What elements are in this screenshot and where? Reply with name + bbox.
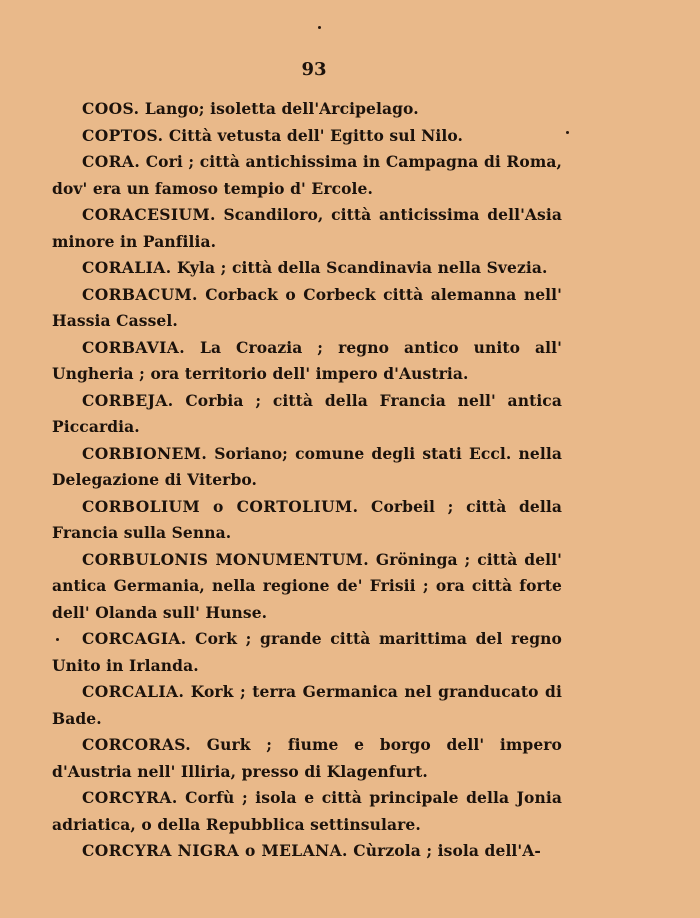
entry-term: CORALIA. — [82, 258, 172, 277]
entry-text: Cork ; grande città marittima del regno Unito in Irlanda. — [52, 629, 562, 675]
entry-term: CORBULONIS MONUMENTUM. — [82, 549, 369, 569]
entry-term: CORCAGIA. — [82, 629, 187, 648]
entry-coos — [52, 96, 562, 123]
entry-term: CORA. — [82, 152, 141, 171]
page-number: 93 — [301, 59, 327, 80]
entry-text: Kork ; terra Germanica nel granducato di Bade. — [52, 682, 562, 728]
entry-text: Corbia ; città della Francia nell' antica Piccardia. — [52, 390, 562, 436]
entry-term: CORBOLIUM o CORTOLIUM. — [82, 496, 359, 516]
entry-text: Kyla ; città della Scandinavia nella Svezia. — [171, 258, 548, 277]
entry-corbulonis-monumentum — [52, 547, 562, 627]
entry-corcoras — [52, 732, 562, 785]
entry-corcyra-nigra — [52, 838, 562, 865]
entry-text: Corback o Corbeck città alemanna nell' Hassia Cassel. — [52, 284, 562, 330]
ink-speck — [56, 638, 59, 641]
entry-term: COOS. — [82, 99, 140, 118]
ink-speck — [566, 131, 569, 134]
entry-term: COPTOS. — [82, 125, 164, 145]
entry-term: CORBIONEM. — [82, 443, 208, 463]
entry-corcagia — [52, 626, 562, 679]
entry-text: Corfù ; isola e città principale della Jonia adriatica, o della Repubblica settinsulare. — [52, 788, 562, 834]
entry-corbavia — [52, 335, 562, 388]
entry-term: CORCALIA. — [82, 682, 185, 701]
entry-text: Cori ; città antichissima in Campagna di Roma, dov' era un famoso tempio d' Ercole. — [52, 152, 562, 198]
entry-corbolium — [52, 494, 562, 547]
entry-term: CORBAVIA. — [82, 337, 186, 357]
entry-corbeja — [52, 388, 562, 441]
entry-corcyra — [52, 785, 562, 838]
entry-text: Lango; isoletta dell'Arcipelago. — [139, 99, 419, 118]
entry-text: Gurk ; fiume e borgo dell' impero d'Austria nell' Illiria, presso di Klagenfurt. — [52, 735, 562, 781]
entry-text: Città vetusta dell' Egitto sul Nilo. — [163, 125, 463, 145]
entry-text: Corbeil ; città della Francia sulla Senna. — [52, 496, 562, 542]
entry-term: CORBACUM. — [82, 284, 198, 304]
entry-text: Gröninga ; città dell' antica Germania, nella regione de' Frisii ; ora città forte dell' Olanda sull' Hunse. — [52, 549, 562, 622]
entry-term: CORBEJA. — [82, 390, 174, 410]
entry-text: Cùrzola ; isola dell'A- — [347, 841, 541, 860]
entry-coralia — [52, 255, 562, 282]
entry-corbionem — [52, 441, 562, 494]
entry-corbacum — [52, 282, 562, 335]
entry-list — [52, 96, 562, 865]
entry-term: CORACESIUM. — [82, 205, 216, 224]
entry-term: CORCYRA. — [82, 788, 178, 807]
entry-coracesium — [52, 202, 562, 255]
entry-term: CORCORAS. — [82, 735, 192, 754]
ink-speck — [318, 26, 321, 29]
entry-text: Soriano; comune degli stati Eccl. nella Delegazione di Viterbo. — [52, 443, 562, 489]
entry-text: Scandiloro, città anticissima dell'Asia minore in Panfilia. — [52, 205, 562, 251]
entry-coptos — [52, 123, 562, 150]
entry-corcalia — [52, 679, 562, 732]
entry-term: CORCYRA NIGRA o MELANA. — [82, 841, 348, 860]
entry-cora — [52, 149, 562, 202]
entry-text: La Croazia ; regno antico unito all' Ungheria ; ora territorio dell' impero d'Austria. — [52, 337, 562, 383]
